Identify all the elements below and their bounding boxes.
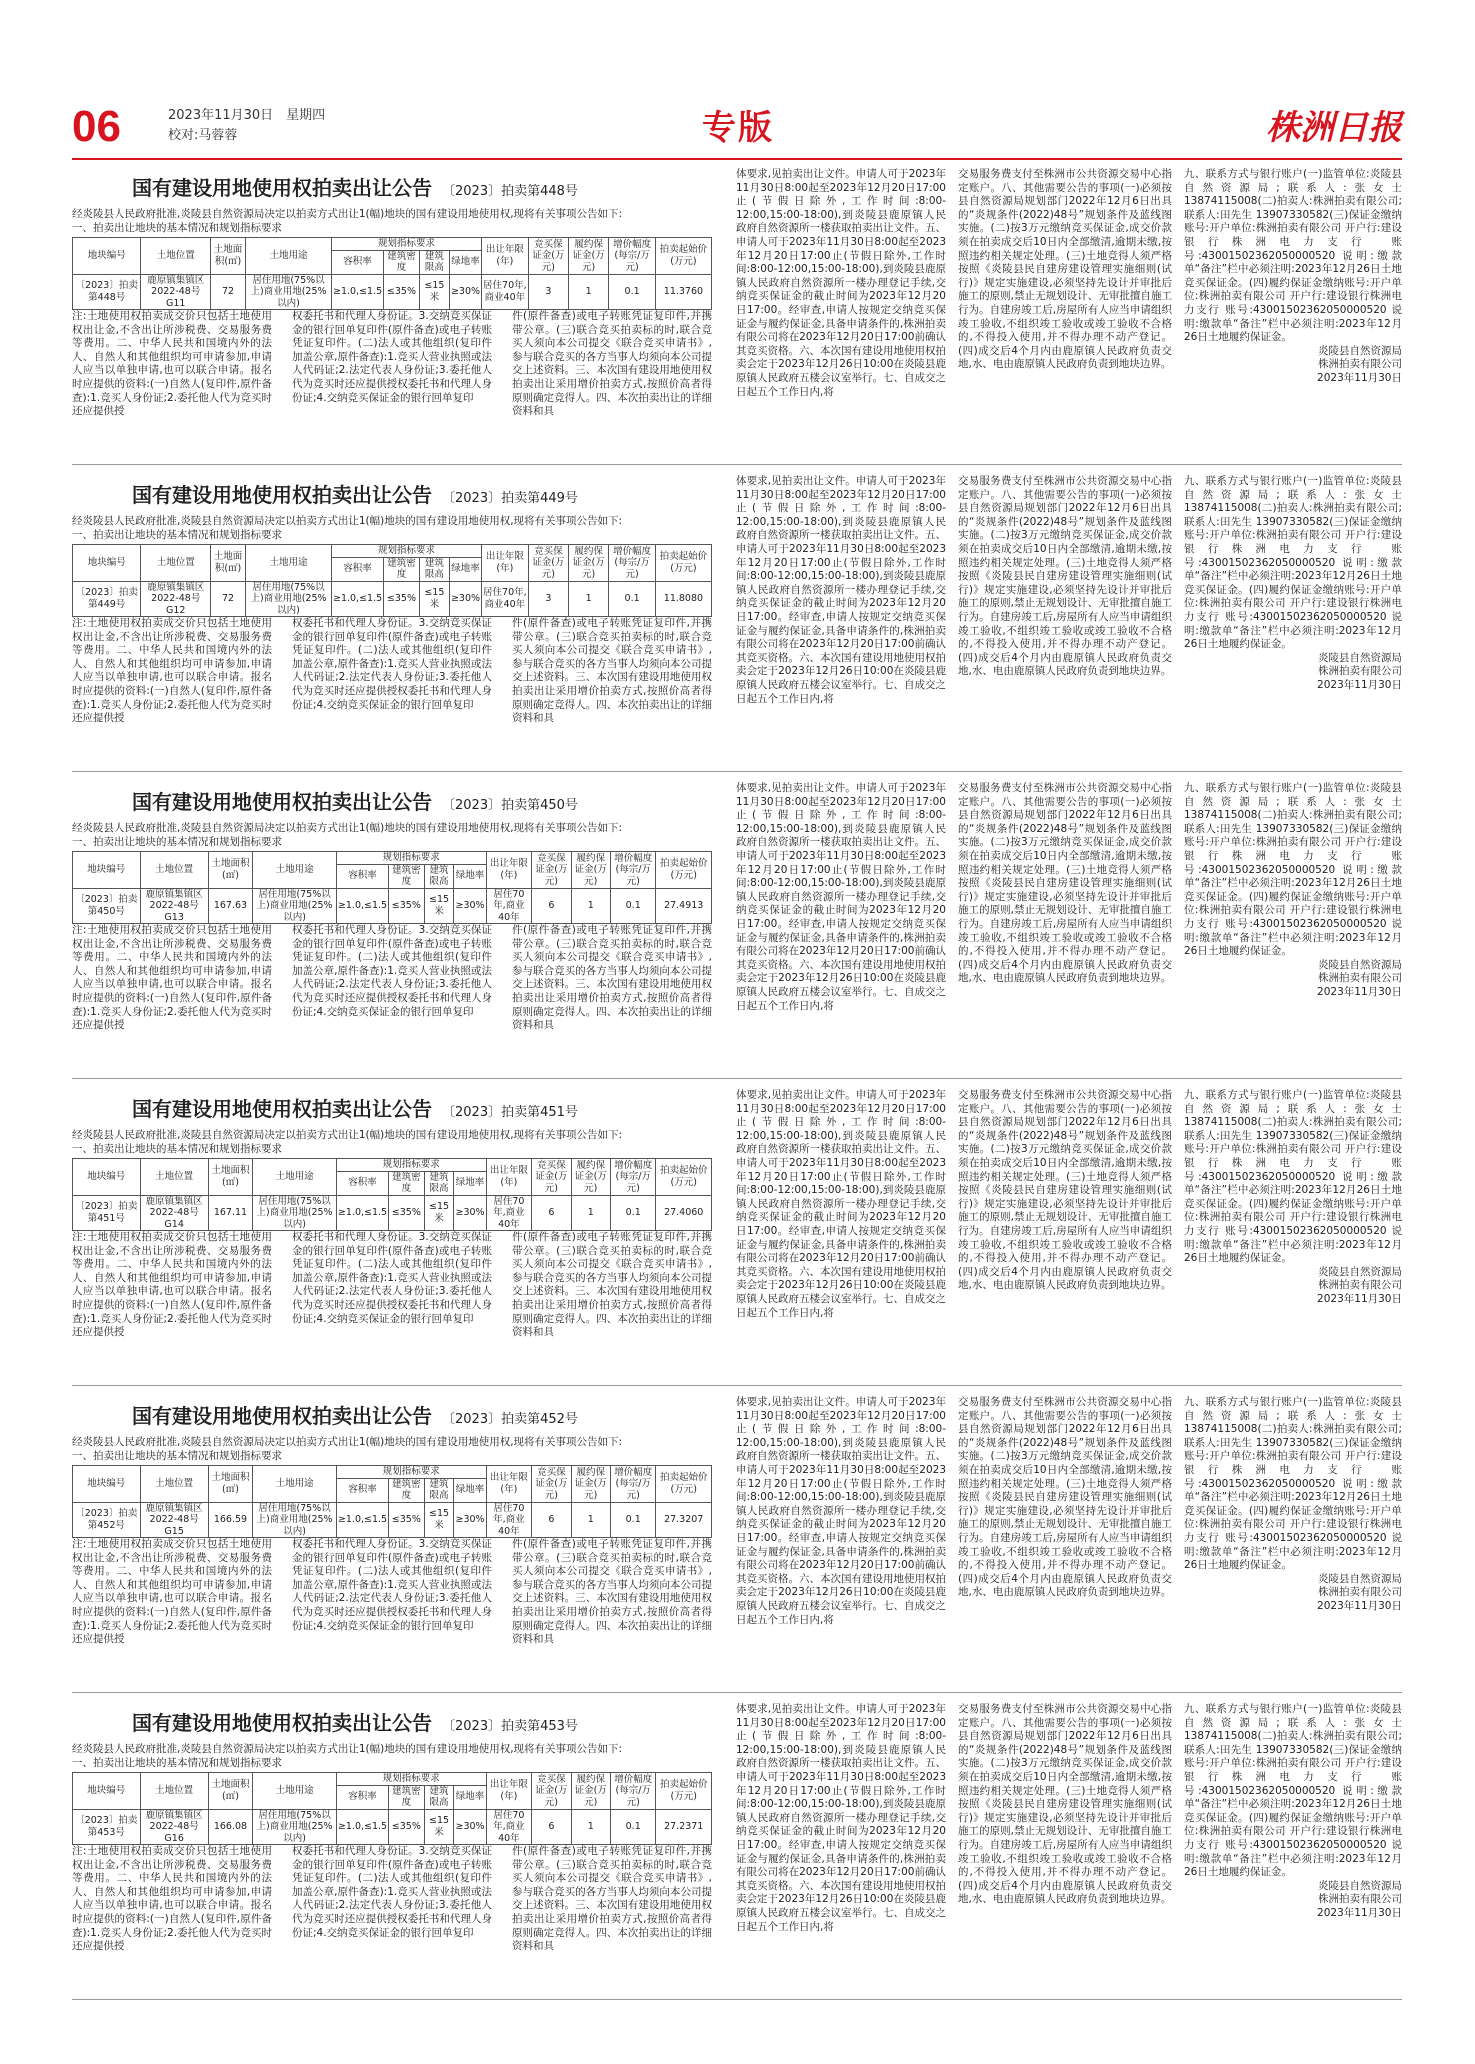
contact-column bbox=[1184, 1089, 1402, 1381]
section-name: 专版 bbox=[702, 108, 774, 148]
cell-use: 居住用地(75%以上)商业用地(25%以内) bbox=[246, 274, 332, 310]
cell-perf-deposit: 1 bbox=[571, 1195, 610, 1231]
cell-term: 居住70年,商业40年 bbox=[486, 1195, 532, 1231]
th-use: 土地用途 bbox=[246, 238, 332, 275]
cell-density: ≤35% bbox=[389, 1195, 424, 1231]
cell-height: ≤15米 bbox=[424, 888, 454, 924]
cell-use: 居住用地(75%以上)商业用地(25%以内) bbox=[253, 1809, 337, 1845]
land-table bbox=[72, 237, 712, 310]
th-location: 土地位置 bbox=[140, 1159, 208, 1196]
th-green: 绿地率 bbox=[454, 1785, 486, 1809]
body-text-4: 体要求,见拍卖出让文件。申请人可于2023年11月30日8:00起至2023年12月20日17:00止(节假日除外,工作时间:8:00-12:00,15:00-18:00),到炎陵县鹿原镇人民政府自然资源所一楼获取拍卖出让文件。五、申请人可于2023年11月30日8:00起至2023年12月20日17:00止(节假日除外,工作时间:8:00-12:00,15:00-18:00),到炎陵县鹿原镇人民政府自然资源所一楼办理登记手续,交纳竞买保证金的截止时间为2023年12月20日17:00。经审查,申请人按规定交纳竞买保证金与履约保证金,具备申请条件的,株洲拍卖有限公司将在2023年12月20日17:00前确认其竞买资格。六、本次国有建设用地使用权拍卖会定于2023年12月26日10:00在炎陵县鹿原镇人民政府五楼会议室举行。七、自成交之日起五个工作日内,将 bbox=[736, 1396, 946, 1626]
th-deposit: 竞买保证金(万元) bbox=[532, 1466, 571, 1503]
th-green: 绿地率 bbox=[454, 1171, 486, 1195]
notice-title bbox=[132, 1402, 712, 1434]
cell-area: 72 bbox=[211, 581, 246, 617]
table-row bbox=[73, 581, 712, 617]
th-planning: 规划指标要求 bbox=[331, 545, 481, 558]
auction-notice bbox=[72, 475, 1402, 772]
th-far: 容积率 bbox=[336, 1478, 388, 1502]
land-table bbox=[72, 1158, 712, 1231]
notice-intro: 经炎陵县人民政府批准,炎陵县自然资源局决定以拍卖方式出让1(幅)地块的国有建设用地使用权,现将有关事项公告如下: bbox=[72, 1743, 623, 1755]
th-term: 出让年限(年) bbox=[486, 1159, 532, 1196]
cell-location: 鹿原镇集镇区2022-48号G11 bbox=[141, 274, 211, 310]
table-header-row bbox=[73, 1773, 712, 1786]
cell-term: 居住70年,商业40年 bbox=[486, 888, 532, 924]
contact-text: 九、联系方式与银行账户(一)监管单位:炎陵县自然资源局;联系人:张女士 13874115008(二)拍卖人:株洲拍卖有限公司;联系人:田先生 13907330582(三)保证金缴纳账号:开户单位:株洲拍卖有限公司 开户行:建设银行株洲电力支行 账号:43001502362050000520 说明:缴款单“备注”栏中必须注明:2023年12月26日土地竞买保证金。(四)履约保证金缴纳账号:开户单位:株洲拍卖有限公司 开户行:建设银行株洲电力支行 账号:43001502362050000520 说明:缴款单“备注”栏中必须注明:2023年12月26日土地履约保证金。 bbox=[1184, 168, 1402, 344]
th-plot-no: 地块编号 bbox=[73, 852, 141, 889]
cell-density: ≤35% bbox=[384, 274, 420, 310]
contact-text: 九、联系方式与银行账户(一)监管单位:炎陵县自然资源局;联系人:张女士 13874115008(二)拍卖人:株洲拍卖有限公司;联系人:田先生 13907330582(三)保证金缴纳账号:开户单位:株洲拍卖有限公司 开户行:建设银行株洲电力支行 账号:43001502362050000520 说明:缴款单“备注”栏中必须注明:2023年12月26日土地竞买保证金。(四)履约保证金缴纳账号:开户单位:株洲拍卖有限公司 开户行:建设银行株洲电力支行 账号:43001502362050000520 说明:缴款单“备注”栏中必须注明:2023年12月26日土地履约保证金。 bbox=[1184, 1089, 1402, 1265]
body-text-2: 权委托书和代理人身份证。3.交纳竞买保证金的银行回单复印件(原件备查)或电子转账凭证复印件。(二)法人或其他组织(复印件加盖公章,原件备查):1.竞买人营业执照或法人代码证;2.法定代表人身份证;3.委托他人代为竞买时还应提供授权委托书和代理人身份证;4.交纳竞买保证金的银行回单复印 bbox=[292, 1845, 492, 1939]
body-text-1: 注:土地使用权拍卖成交价只包括土地使用权出让金,不含出让所涉税费、交易服务费等费用。二、中华人民共和国境内外的法人、自然人和其他组织均可申请参加,申请人应当以单独申请,也可以联合申请。报名时应提供的资料:(一)自然人(复印件,原件备查):1.竞买人身份证;2.委托他人代为竞买时还应提供授 bbox=[72, 617, 272, 725]
cell-area: 167.11 bbox=[208, 1195, 253, 1231]
cell-green: ≥30% bbox=[454, 1502, 486, 1538]
th-green: 绿地率 bbox=[454, 1478, 486, 1502]
body-text-3: 件(原件备查)或电子转账凭证复印件,并携带公章。(三)联合竞买拍卖标的时,联合竞买人须向本公司提交《联合竞买申请书》,参与联合竞买的各方当事人均须向本公司提交上述资料。三、本次国有建设用地使用权拍卖出让采用增价拍卖方式,按照价高者得原则确定竞得人。四、本次拍卖出让的详细资料和具 bbox=[512, 1231, 712, 1339]
table-header-row bbox=[73, 545, 712, 558]
cell-green: ≥30% bbox=[454, 1195, 486, 1231]
body-text-4: 体要求,见拍卖出让文件。申请人可于2023年11月30日8:00起至2023年12月20日17:00止(节假日除外,工作时间:8:00-12:00,15:00-18:00),到炎陵县鹿原镇人民政府自然资源所一楼获取拍卖出让文件。五、申请人可于2023年11月30日8:00起至2023年12月20日17:00止(节假日除外,工作时间:8:00-12:00,15:00-18:00),到炎陵县鹿原镇人民政府自然资源所一楼办理登记手续,交纳竞买保证金的截止时间为2023年12月20日17:00。经审查,申请人按规定交纳竞买保证金与履约保证金,具备申请条件的,株洲拍卖有限公司将在2023年12月20日17:00前确认其竞买资格。六、本次国有建设用地使用权拍卖会定于2023年12月26日10:00在炎陵县鹿原镇人民政府五楼会议室举行。七、自成交之日起五个工作日内,将 bbox=[736, 168, 946, 398]
signature-org2: 株洲拍卖有限公司 bbox=[1318, 665, 1402, 678]
contact-text: 九、联系方式与银行账户(一)监管单位:炎陵县自然资源局;联系人:张女士 13874115008(二)拍卖人:株洲拍卖有限公司;联系人:田先生 13907330582(三)保证金缴纳账号:开户单位:株洲拍卖有限公司 开户行:建设银行株洲电力支行 账号:43001502362050000520 说明:缴款单“备注”栏中必须注明:2023年12月26日土地竞买保证金。(四)履约保证金缴纳账号:开户单位:株洲拍卖有限公司 开户行:建设银行株洲电力支行 账号:43001502362050000520 说明:缴款单“备注”栏中必须注明:2023年12月26日土地履约保证金。 bbox=[1184, 475, 1402, 651]
land-table bbox=[72, 851, 712, 924]
th-increment: 增价幅度(每宗/万元) bbox=[610, 1773, 655, 1810]
cell-location: 鹿原镇集镇区2022-48号G16 bbox=[140, 1809, 208, 1845]
cell-area: 167.63 bbox=[208, 888, 253, 924]
cell-start-price: 11.8080 bbox=[655, 581, 711, 617]
th-far: 容积率 bbox=[336, 1171, 388, 1195]
cell-term: 居住70年,商业40年 bbox=[486, 1502, 532, 1538]
signature-org1: 炎陵县自然资源局 bbox=[1318, 1572, 1402, 1585]
signature-org1: 炎陵县自然资源局 bbox=[1318, 1879, 1402, 1892]
th-far: 容积率 bbox=[331, 557, 383, 581]
th-planning: 规划指标要求 bbox=[336, 1466, 486, 1479]
contact-column bbox=[1184, 475, 1402, 767]
th-deposit: 竞买保证金(万元) bbox=[532, 1773, 571, 1810]
body-text-4: 体要求,见拍卖出让文件。申请人可于2023年11月30日8:00起至2023年12月20日17:00止(节假日除外,工作时间:8:00-12:00,15:00-18:00),到炎陵县鹿原镇人民政府自然资源所一楼获取拍卖出让文件。五、申请人可于2023年11月30日8:00起至2023年12月20日17:00止(节假日除外,工作时间:8:00-12:00,15:00-18:00),到炎陵县鹿原镇人民政府自然资源所一楼办理登记手续,交纳竞买保证金的截止时间为2023年12月20日17:00。经审查,申请人按规定交纳竞买保证金与履约保证金,具备申请条件的,株洲拍卖有限公司将在2023年12月20日17:00前确认其竞买资格。六、本次国有建设用地使用权拍卖会定于2023年12月26日10:00在炎陵县鹿原镇人民政府五楼会议室举行。七、自成交之日起五个工作日内,将 bbox=[736, 1089, 946, 1319]
notice-number: 〔2023〕拍卖第450号 bbox=[442, 798, 578, 813]
notice-section-heading: 一、拍卖出让地块的基本情况和规划指标要求 bbox=[72, 1756, 282, 1769]
notice-title-text: 国有建设用地使用权拍卖出让公告 bbox=[132, 483, 432, 507]
body-text-2: 权委托书和代理人身份证。3.交纳竞买保证金的银行回单复印件(原件备查)或电子转账凭证复印件。(二)法人或其他组织(复印件加盖公章,原件备查):1.竞买人营业执照或法人代码证;2.法定代表人身份证;3.委托他人代为竞买时还应提供授权委托书和代理人身份证;4.交纳竞买保证金的银行回单复印 bbox=[292, 924, 492, 1018]
notice-main-column bbox=[72, 1089, 712, 1381]
th-far: 容积率 bbox=[336, 1785, 388, 1809]
cell-density: ≤35% bbox=[384, 581, 420, 617]
cell-plot-no: 〔2023〕拍卖第448号 bbox=[73, 274, 141, 310]
notice-intro: 经炎陵县人民政府批准,炎陵县自然资源局决定以拍卖方式出让1(幅)地块的国有建设用地使用权,现将有关事项公告如下: bbox=[72, 515, 623, 527]
cell-perf-deposit: 1 bbox=[571, 1502, 610, 1538]
cell-deposit: 6 bbox=[532, 888, 571, 924]
cell-far: ≥1.0,≤1.5 bbox=[331, 581, 383, 617]
contact-text: 九、联系方式与银行账户(一)监管单位:炎陵县自然资源局;联系人:张女士 13874115008(二)拍卖人:株洲拍卖有限公司;联系人:田先生 13907330582(三)保证金缴纳账号:开户单位:株洲拍卖有限公司 开户行:建设银行株洲电力支行 账号:43001502362050000520 说明:缴款单“备注”栏中必须注明:2023年12月26日土地竞买保证金。(四)履约保证金缴纳账号:开户单位:株洲拍卖有限公司 开户行:建设银行株洲电力支行 账号:43001502362050000520 说明:缴款单“备注”栏中必须注明:2023年12月26日土地履约保证金。 bbox=[1184, 1703, 1402, 1879]
cell-start-price: 27.4060 bbox=[656, 1195, 712, 1231]
th-green: 绿地率 bbox=[449, 250, 481, 274]
signature-org2: 株洲拍卖有限公司 bbox=[1318, 972, 1402, 985]
body-text-5: 交易服务费支付至株洲市公共资源交易中心指定账户。八、其他需要公告的事项(一)必须按县自然资源局规划部门2022年12月6日出具的“炎规条件(2022)48号”规划条件及蓝线图实施。(二)按3万元缴纳竞买保证金,成交价款须在拍卖成交后10日内全部缴清,逾期未缴,按照违约相关规定处理。(三)土地竞得人须严格按照《炎陵县民自建房建设管理实施细则(试行)》规定实施建设,必须坚持先设计并审批后施工的原则,禁止无规划设计、无审批擅自施工行为。自建房竣工后,房屋所有人应当申请组织竣工验收,不组织竣工验收或竣工验收不合格的,不得投入使用,并不得办理不动产登记。(四)成交后4个月内由鹿原镇人民政府负责交地,水、电由鹿原镇人民政府负责到地块边界。 bbox=[958, 782, 1172, 985]
signature-date: 2023年11月30日 bbox=[1317, 1906, 1402, 1919]
cell-start-price: 27.4913 bbox=[656, 888, 712, 924]
th-use: 土地用途 bbox=[253, 1159, 337, 1196]
th-location: 土地位置 bbox=[140, 1466, 208, 1503]
th-start-price: 拍卖起始价(万元) bbox=[655, 545, 711, 582]
cell-green: ≥30% bbox=[449, 581, 481, 617]
signature-org2: 株洲拍卖有限公司 bbox=[1318, 358, 1402, 371]
body-text-5: 交易服务费支付至株洲市公共资源交易中心指定账户。八、其他需要公告的事项(一)必须按县自然资源局规划部门2022年12月6日出具的“炎规条件(2022)48号”规划条件及蓝线图实施。(二)按3万元缴纳竞买保证金,成交价款须在拍卖成交后10日内全部缴清,逾期未缴,按照违约相关规定处理。(三)土地竞得人须严格按照《炎陵县民自建房建设管理实施细则(试行)》规定实施建设,必须坚持先设计并审批后施工的原则,禁止无规划设计、无审批擅自施工行为。自建房竣工后,房屋所有人应当申请组织竣工验收,不组织竣工验收或竣工验收不合格的,不得投入使用,并不得办理不动产登记。(四)成交后4个月内由鹿原镇人民政府负责交地,水、电由鹿原镇人民政府负责到地块边界。 bbox=[958, 1089, 1172, 1292]
cell-use: 居住用地(75%以上)商业用地(25%以内) bbox=[253, 1502, 337, 1538]
notice-body-columns bbox=[72, 924, 712, 1074]
notice-section-heading: 一、拍卖出让地块的基本情况和规划指标要求 bbox=[72, 528, 282, 541]
contact-column bbox=[1184, 782, 1402, 1074]
masthead bbox=[72, 100, 1402, 156]
body-text-4: 体要求,见拍卖出让文件。申请人可于2023年11月30日8:00起至2023年12月20日17:00止(节假日除外,工作时间:8:00-12:00,15:00-18:00),到炎陵县鹿原镇人民政府自然资源所一楼获取拍卖出让文件。五、申请人可于2023年11月30日8:00起至2023年12月20日17:00止(节假日除外,工作时间:8:00-12:00,15:00-18:00),到炎陵县鹿原镇人民政府自然资源所一楼办理登记手续,交纳竞买保证金的截止时间为2023年12月20日17:00。经审查,申请人按规定交纳竞买保证金与履约保证金,具备申请条件的,株洲拍卖有限公司将在2023年12月20日17:00前确认其竞买资格。六、本次国有建设用地使用权拍卖会定于2023年12月26日10:00在炎陵县鹿原镇人民政府五楼会议室举行。七、自成交之日起五个工作日内,将 bbox=[736, 782, 946, 1012]
signature-date: 2023年11月30日 bbox=[1317, 678, 1402, 691]
notice-intro: 经炎陵县人民政府批准,炎陵县自然资源局决定以拍卖方式出让1(幅)地块的国有建设用地使用权,现将有关事项公告如下: bbox=[72, 1129, 623, 1141]
table-header-row bbox=[73, 1159, 712, 1172]
cell-area: 72 bbox=[211, 274, 246, 310]
cell-green: ≥30% bbox=[449, 274, 481, 310]
land-table bbox=[72, 544, 712, 617]
newspaper-logo: 株洲日报 bbox=[1266, 108, 1402, 148]
th-green: 绿地率 bbox=[454, 864, 486, 888]
notice-body-columns bbox=[72, 310, 712, 460]
cell-green: ≥30% bbox=[454, 1809, 486, 1845]
th-height: 建筑限高 bbox=[424, 1171, 454, 1195]
cell-increment: 0.1 bbox=[610, 1195, 655, 1231]
notice-intro: 经炎陵县人民政府批准,炎陵县自然资源局决定以拍卖方式出让1(幅)地块的国有建设用地使用权,现将有关事项公告如下: bbox=[72, 208, 623, 220]
th-planning: 规划指标要求 bbox=[336, 1159, 486, 1172]
notice-number: 〔2023〕拍卖第451号 bbox=[442, 1105, 578, 1120]
body-text-2: 权委托书和代理人身份证。3.交纳竞买保证金的银行回单复印件(原件备查)或电子转账凭证复印件。(二)法人或其他组织(复印件加盖公章,原件备查):1.竞买人营业执照或法人代码证;2.法定代表人身份证;3.委托他人代为竞买时还应提供授权委托书和代理人身份证;4.交纳竞买保证金的银行回单复印 bbox=[292, 617, 492, 711]
th-planning: 规划指标要求 bbox=[336, 852, 486, 865]
th-plot-no: 地块编号 bbox=[73, 1466, 141, 1503]
th-area: 土地面积(㎡) bbox=[211, 238, 246, 275]
table-row bbox=[73, 888, 712, 924]
notice-section-heading: 一、拍卖出让地块的基本情况和规划指标要求 bbox=[72, 1449, 282, 1462]
cell-density: ≤35% bbox=[389, 1809, 424, 1845]
th-start-price: 拍卖起始价(万元) bbox=[656, 1773, 712, 1810]
cell-area: 166.59 bbox=[208, 1502, 253, 1538]
cell-start-price: 11.3760 bbox=[655, 274, 711, 310]
cell-density: ≤35% bbox=[389, 1502, 424, 1538]
body-text-4: 体要求,见拍卖出让文件。申请人可于2023年11月30日8:00起至2023年12月20日17:00止(节假日除外,工作时间:8:00-12:00,15:00-18:00),到炎陵县鹿原镇人民政府自然资源所一楼获取拍卖出让文件。五、申请人可于2023年11月30日8:00起至2023年12月20日17:00止(节假日除外,工作时间:8:00-12:00,15:00-18:00),到炎陵县鹿原镇人民政府自然资源所一楼办理登记手续,交纳竞买保证金的截止时间为2023年12月20日17:00。经审查,申请人按规定交纳竞买保证金与履约保证金,具备申请条件的,株洲拍卖有限公司将在2023年12月20日17:00前确认其竞买资格。六、本次国有建设用地使用权拍卖会定于2023年12月26日10:00在炎陵县鹿原镇人民政府五楼会议室举行。七、自成交之日起五个工作日内,将 bbox=[736, 475, 946, 705]
th-deposit: 竞买保证金(万元) bbox=[532, 1159, 571, 1196]
cell-increment: 0.1 bbox=[609, 274, 656, 310]
cell-deposit: 3 bbox=[528, 581, 568, 617]
th-far: 容积率 bbox=[336, 864, 388, 888]
cell-height: ≤15米 bbox=[419, 274, 449, 310]
cell-height: ≤15米 bbox=[424, 1809, 454, 1845]
body-text-3: 件(原件备查)或电子转账凭证复印件,并携带公章。(三)联合竞买拍卖标的时,联合竞买人须向本公司提交《联合竞买申请书》,参与联合竞买的各方当事人均须向本公司提交上述资料。三、本次国有建设用地使用权拍卖出让采用增价拍卖方式,按照价高者得原则确定竞得人。四、本次拍卖出让的详细资料和具 bbox=[512, 924, 712, 1032]
cell-plot-no: 〔2023〕拍卖第452号 bbox=[73, 1502, 141, 1538]
th-deposit: 竞买保证金(万元) bbox=[528, 238, 568, 275]
body-text-1: 注:土地使用权拍卖成交价只包括土地使用权出让金,不含出让所涉税费、交易服务费等费用。二、中华人民共和国境内外的法人、自然人和其他组织均可申请参加,申请人应当以单独申请,也可以联合申请。报名时应提供的资料:(一)自然人(复印件,原件备查):1.竞买人身份证;2.委托他人代为竞买时还应提供授 bbox=[72, 1231, 272, 1339]
notice-title-text: 国有建设用地使用权拍卖出让公告 bbox=[132, 176, 432, 200]
th-use: 土地用途 bbox=[253, 852, 337, 889]
header-meta bbox=[168, 106, 325, 146]
cell-density: ≤35% bbox=[389, 888, 424, 924]
cell-plot-no: 〔2023〕拍卖第453号 bbox=[73, 1809, 141, 1845]
th-height: 建筑限高 bbox=[424, 1785, 454, 1809]
cell-increment: 0.1 bbox=[609, 581, 656, 617]
notice-title bbox=[132, 1095, 712, 1127]
th-term: 出让年限(年) bbox=[482, 238, 529, 275]
notice-body-columns bbox=[72, 1231, 712, 1381]
th-perf-deposit: 履约保证金(万元) bbox=[571, 1466, 610, 1503]
th-start-price: 拍卖起始价(万元) bbox=[655, 238, 711, 275]
auction-notice bbox=[72, 1703, 1402, 2000]
th-perf-deposit: 履约保证金(万元) bbox=[571, 852, 610, 889]
th-area: 土地面积(㎡) bbox=[211, 545, 246, 582]
signature-org2: 株洲拍卖有限公司 bbox=[1318, 1586, 1402, 1599]
cell-start-price: 27.2371 bbox=[656, 1809, 712, 1845]
cell-perf-deposit: 1 bbox=[571, 888, 610, 924]
contact-text: 九、联系方式与银行账户(一)监管单位:炎陵县自然资源局;联系人:张女士 13874115008(二)拍卖人:株洲拍卖有限公司;联系人:田先生 13907330582(三)保证金缴纳账号:开户单位:株洲拍卖有限公司 开户行:建设银行株洲电力支行 账号:43001502362050000520 说明:缴款单“备注”栏中必须注明:2023年12月26日土地竞买保证金。(四)履约保证金缴纳账号:开户单位:株洲拍卖有限公司 开户行:建设银行株洲电力支行 账号:43001502362050000520 说明:缴款单“备注”栏中必须注明:2023年12月26日土地履约保证金。 bbox=[1184, 1396, 1402, 1572]
th-increment: 增价幅度(每宗/万元) bbox=[610, 1466, 655, 1503]
signature-date: 2023年11月30日 bbox=[1317, 985, 1402, 998]
auction-notice bbox=[72, 1396, 1402, 1693]
notice-title-text: 国有建设用地使用权拍卖出让公告 bbox=[132, 1097, 432, 1121]
th-density: 建筑密度 bbox=[389, 864, 424, 888]
notice-intro: 经炎陵县人民政府批准,炎陵县自然资源局决定以拍卖方式出让1(幅)地块的国有建设用地使用权,现将有关事项公告如下: bbox=[72, 822, 623, 834]
cell-deposit: 6 bbox=[532, 1502, 571, 1538]
table-header-row bbox=[73, 238, 712, 251]
notice-section-heading: 一、拍卖出让地块的基本情况和规划指标要求 bbox=[72, 1142, 282, 1155]
body-text-5: 交易服务费支付至株洲市公共资源交易中心指定账户。八、其他需要公告的事项(一)必须按县自然资源局规划部门2022年12月6日出具的“炎规条件(2022)48号”规划条件及蓝线图实施。(二)按3万元缴纳竞买保证金,成交价款须在拍卖成交后10日内全部缴清,逾期未缴,按照违约相关规定处理。(三)土地竞得人须严格按照《炎陵县民自建房建设管理实施细则(试行)》规定实施建设,必须坚持先设计并审批后施工的原则,禁止无规划设计、无审批擅自施工行为。自建房竣工后,房屋所有人应当申请组织竣工验收,不组织竣工验收或竣工验收不合格的,不得投入使用,并不得办理不动产登记。(四)成交后4个月内由鹿原镇人民政府负责交地,水、电由鹿原镇人民政府负责到地块边界。 bbox=[958, 1703, 1172, 1906]
th-perf-deposit: 履约保证金(万元) bbox=[569, 545, 609, 582]
cell-green: ≥30% bbox=[454, 888, 486, 924]
th-term: 出让年限(年) bbox=[482, 545, 529, 582]
body-text-2: 权委托书和代理人身份证。3.交纳竞买保证金的银行回单复印件(原件备查)或电子转账凭证复印件。(二)法人或其他组织(复印件加盖公章,原件备查):1.竞买人营业执照或法人代码证;2.法定代表人身份证;3.委托他人代为竞买时还应提供授权委托书和代理人身份证;4.交纳竞买保证金的银行回单复印 bbox=[292, 310, 492, 404]
th-far: 容积率 bbox=[331, 250, 383, 274]
body-text-3: 件(原件备查)或电子转账凭证复印件,并携带公章。(三)联合竞买拍卖标的时,联合竞买人须向本公司提交《联合竞买申请书》,参与联合竞买的各方当事人均须向本公司提交上述资料。三、本次国有建设用地使用权拍卖出让采用增价拍卖方式,按照价高者得原则确定竞得人。四、本次拍卖出让的详细资料和具 bbox=[512, 310, 712, 418]
signature-date: 2023年11月30日 bbox=[1317, 1292, 1402, 1305]
notice-title bbox=[132, 481, 712, 513]
th-term: 出让年限(年) bbox=[486, 1773, 532, 1810]
cell-far: ≥1.0,≤1.5 bbox=[336, 1809, 388, 1845]
th-plot-no: 地块编号 bbox=[73, 1773, 141, 1810]
th-increment: 增价幅度(每宗/万元) bbox=[609, 238, 656, 275]
date-line: 2023年11月30日 星期四 bbox=[168, 108, 326, 123]
notice-section-heading: 一、拍卖出让地块的基本情况和规划指标要求 bbox=[72, 221, 282, 234]
cell-perf-deposit: 1 bbox=[569, 274, 609, 310]
signature-date: 2023年11月30日 bbox=[1317, 1599, 1402, 1612]
body-text-4: 体要求,见拍卖出让文件。申请人可于2023年11月30日8:00起至2023年12月20日17:00止(节假日除外,工作时间:8:00-12:00,15:00-18:00),到炎陵县鹿原镇人民政府自然资源所一楼获取拍卖出让文件。五、申请人可于2023年11月30日8:00起至2023年12月20日17:00止(节假日除外,工作时间:8:00-12:00,15:00-18:00),到炎陵县鹿原镇人民政府自然资源所一楼办理登记手续,交纳竞买保证金的截止时间为2023年12月20日17:00。经审查,申请人按规定交纳竞买保证金与履约保证金,具备申请条件的,株洲拍卖有限公司将在2023年12月20日17:00前确认其竞买资格。六、本次国有建设用地使用权拍卖会定于2023年12月26日10:00在炎陵县鹿原镇人民政府五楼会议室举行。七、自成交之日起五个工作日内,将 bbox=[736, 1703, 946, 1933]
th-planning: 规划指标要求 bbox=[331, 238, 481, 251]
auction-notice bbox=[72, 782, 1402, 1079]
cell-deposit: 3 bbox=[528, 274, 568, 310]
notice-main-column bbox=[72, 1396, 712, 1688]
th-area: 土地面积(㎡) bbox=[208, 1159, 253, 1196]
th-location: 土地位置 bbox=[140, 1773, 208, 1810]
th-location: 土地位置 bbox=[141, 545, 211, 582]
land-table bbox=[72, 1772, 712, 1845]
notice-body-columns bbox=[72, 1845, 712, 1995]
notice-number: 〔2023〕拍卖第448号 bbox=[442, 184, 578, 199]
cell-far: ≥1.0,≤1.5 bbox=[331, 274, 383, 310]
body-text-1: 注:土地使用权拍卖成交价只包括土地使用权出让金,不含出让所涉税费、交易服务费等费用。二、中华人民共和国境内外的法人、自然人和其他组织均可申请参加,申请人应当以单独申请,也可以联合申请。报名时应提供的资料:(一)自然人(复印件,原件备查):1.竞买人身份证;2.委托他人代为竞买时还应提供授 bbox=[72, 1845, 272, 1953]
table-header-row bbox=[73, 852, 712, 865]
cell-perf-deposit: 1 bbox=[571, 1809, 610, 1845]
signature-org1: 炎陵县自然资源局 bbox=[1318, 958, 1402, 971]
th-perf-deposit: 履约保证金(万元) bbox=[571, 1159, 610, 1196]
cell-far: ≥1.0,≤1.5 bbox=[336, 888, 388, 924]
th-plot-no: 地块编号 bbox=[73, 238, 141, 275]
th-increment: 增价幅度(每宗/万元) bbox=[609, 545, 656, 582]
th-green: 绿地率 bbox=[449, 557, 481, 581]
th-deposit: 竞买保证金(万元) bbox=[528, 545, 568, 582]
table-row bbox=[73, 1195, 712, 1231]
cell-plot-no: 〔2023〕拍卖第450号 bbox=[73, 888, 141, 924]
notice-section-heading: 一、拍卖出让地块的基本情况和规划指标要求 bbox=[72, 835, 282, 848]
notice-main-column bbox=[72, 168, 712, 460]
cell-height: ≤15米 bbox=[419, 581, 449, 617]
cell-use: 居住用地(75%以上)商业用地(25%以内) bbox=[246, 581, 332, 617]
body-text-3: 件(原件备查)或电子转账凭证复印件,并携带公章。(三)联合竞买拍卖标的时,联合竞买人须向本公司提交《联合竞买申请书》,参与联合竞买的各方当事人均须向本公司提交上述资料。三、本次国有建设用地使用权拍卖出让采用增价拍卖方式,按照价高者得原则确定竞得人。四、本次拍卖出让的详细资料和具 bbox=[512, 1845, 712, 1953]
th-density: 建筑密度 bbox=[389, 1478, 424, 1502]
notice-title bbox=[132, 174, 712, 206]
notice-body-columns bbox=[72, 617, 712, 767]
notice-title-text: 国有建设用地使用权拍卖出让公告 bbox=[132, 1711, 432, 1735]
cell-height: ≤15米 bbox=[424, 1195, 454, 1231]
cell-term: 居住70年,商业40年 bbox=[482, 581, 529, 617]
table-header-row bbox=[73, 1466, 712, 1479]
cell-increment: 0.1 bbox=[610, 1809, 655, 1845]
cell-use: 居住用地(75%以上)商业用地(25%以内) bbox=[253, 888, 337, 924]
body-text-1: 注:土地使用权拍卖成交价只包括土地使用权出让金,不含出让所涉税费、交易服务费等费用。二、中华人民共和国境内外的法人、自然人和其他组织均可申请参加,申请人应当以单独申请,也可以联合申请。报名时应提供的资料:(一)自然人(复印件,原件备查):1.竞买人身份证;2.委托他人代为竞买时还应提供授 bbox=[72, 1538, 272, 1646]
notice-intro: 经炎陵县人民政府批准,炎陵县自然资源局决定以拍卖方式出让1(幅)地块的国有建设用地使用权,现将有关事项公告如下: bbox=[72, 1436, 623, 1448]
contact-column bbox=[1184, 1396, 1402, 1688]
body-text-5: 交易服务费支付至株洲市公共资源交易中心指定账户。八、其他需要公告的事项(一)必须按县自然资源局规划部门2022年12月6日出具的“炎规条件(2022)48号”规划条件及蓝线图实施。(二)按3万元缴纳竞买保证金,成交价款须在拍卖成交后10日内全部缴清,逾期未缴,按照违约相关规定处理。(三)土地竞得人须严格按照《炎陵县民自建房建设管理实施细则(试行)》规定实施建设,必须坚持先设计并审批后施工的原则,禁止无规划设计、无审批擅自施工行为。自建房竣工后,房屋所有人应当申请组织竣工验收,不组织竣工验收或竣工验收不合格的,不得投入使用,并不得办理不动产登记。(四)成交后4个月内由鹿原镇人民政府负责交地,水、电由鹿原镇人民政府负责到地块边界。 bbox=[958, 475, 1172, 678]
cell-plot-no: 〔2023〕拍卖第449号 bbox=[73, 581, 141, 617]
cell-far: ≥1.0,≤1.5 bbox=[336, 1195, 388, 1231]
body-text-1: 注:土地使用权拍卖成交价只包括土地使用权出让金,不含出让所涉税费、交易服务费等费用。二、中华人民共和国境内外的法人、自然人和其他组织均可申请参加,申请人应当以单独申请,也可以联合申请。报名时应提供的资料:(一)自然人(复印件,原件备查):1.竞买人身份证;2.委托他人代为竞买时还应提供授 bbox=[72, 924, 272, 1032]
cell-increment: 0.1 bbox=[610, 888, 655, 924]
th-density: 建筑密度 bbox=[384, 250, 420, 274]
cell-deposit: 6 bbox=[532, 1195, 571, 1231]
th-start-price: 拍卖起始价(万元) bbox=[656, 1159, 712, 1196]
th-use: 土地用途 bbox=[246, 545, 332, 582]
th-deposit: 竞买保证金(万元) bbox=[532, 852, 571, 889]
notice-number: 〔2023〕拍卖第453号 bbox=[442, 1719, 578, 1734]
notice-number: 〔2023〕拍卖第452号 bbox=[442, 1412, 578, 1427]
notice-title bbox=[132, 1709, 712, 1741]
body-text-2: 权委托书和代理人身份证。3.交纳竞买保证金的银行回单复印件(原件备查)或电子转账凭证复印件。(二)法人或其他组织(复印件加盖公章,原件备查):1.竞买人营业执照或法人代码证;2.法定代表人身份证;3.委托他人代为竞买时还应提供授权委托书和代理人身份证;4.交纳竞买保证金的银行回单复印 bbox=[292, 1231, 492, 1325]
contact-column bbox=[1184, 168, 1402, 460]
th-height: 建筑限高 bbox=[424, 1478, 454, 1502]
cell-term: 居住70年,商业40年 bbox=[486, 1809, 532, 1845]
signature-date: 2023年11月30日 bbox=[1317, 371, 1402, 384]
proofreader: 校对:马蓉蓉 bbox=[168, 128, 238, 143]
table-row bbox=[73, 1809, 712, 1845]
cell-start-price: 27.3207 bbox=[656, 1502, 712, 1538]
notice-body-columns bbox=[72, 1538, 712, 1688]
land-table bbox=[72, 1465, 712, 1538]
cell-use: 居住用地(75%以上)商业用地(25%以内) bbox=[253, 1195, 337, 1231]
th-perf-deposit: 履约保证金(万元) bbox=[569, 238, 609, 275]
contact-text: 九、联系方式与银行账户(一)监管单位:炎陵县自然资源局;联系人:张女士 13874115008(二)拍卖人:株洲拍卖有限公司;联系人:田先生 13907330582(三)保证金缴纳账号:开户单位:株洲拍卖有限公司 开户行:建设银行株洲电力支行 账号:43001502362050000520 说明:缴款单“备注”栏中必须注明:2023年12月26日土地竞买保证金。(四)履约保证金缴纳账号:开户单位:株洲拍卖有限公司 开户行:建设银行株洲电力支行 账号:43001502362050000520 说明:缴款单“备注”栏中必须注明:2023年12月26日土地履约保证金。 bbox=[1184, 782, 1402, 958]
th-increment: 增价幅度(每宗/万元) bbox=[610, 1159, 655, 1196]
th-height: 建筑限高 bbox=[424, 864, 454, 888]
cell-plot-no: 〔2023〕拍卖第451号 bbox=[73, 1195, 141, 1231]
header-rule bbox=[72, 158, 1402, 160]
body-text-3: 件(原件备查)或电子转账凭证复印件,并携带公章。(三)联合竞买拍卖标的时,联合竞买人须向本公司提交《联合竞买申请书》,参与联合竞买的各方当事人均须向本公司提交上述资料。三、本次国有建设用地使用权拍卖出让采用增价拍卖方式,按照价高者得原则确定竞得人。四、本次拍卖出让的详细资料和具 bbox=[512, 617, 712, 725]
th-location: 土地位置 bbox=[140, 852, 208, 889]
notice-title-text: 国有建设用地使用权拍卖出让公告 bbox=[132, 1404, 432, 1428]
cell-far: ≥1.0,≤1.5 bbox=[336, 1502, 388, 1538]
th-location: 土地位置 bbox=[141, 238, 211, 275]
th-area: 土地面积(㎡) bbox=[208, 1466, 253, 1503]
th-density: 建筑密度 bbox=[389, 1171, 424, 1195]
table-row bbox=[73, 1502, 712, 1538]
th-height: 建筑限高 bbox=[419, 250, 449, 274]
contact-column bbox=[1184, 1703, 1402, 1995]
th-plot-no: 地块编号 bbox=[73, 1159, 141, 1196]
cell-area: 166.08 bbox=[208, 1809, 253, 1845]
signature-org1: 炎陵县自然资源局 bbox=[1318, 344, 1402, 357]
notice-main-column bbox=[72, 1703, 712, 1995]
cell-deposit: 6 bbox=[532, 1809, 571, 1845]
auction-notice bbox=[72, 1089, 1402, 1386]
notice-main-column bbox=[72, 782, 712, 1074]
th-area: 土地面积(㎡) bbox=[208, 852, 253, 889]
notice-number: 〔2023〕拍卖第449号 bbox=[442, 491, 578, 506]
th-use: 土地用途 bbox=[253, 1466, 337, 1503]
cell-height: ≤15米 bbox=[424, 1502, 454, 1538]
body-text-5: 交易服务费支付至株洲市公共资源交易中心指定账户。八、其他需要公告的事项(一)必须按县自然资源局规划部门2022年12月6日出具的“炎规条件(2022)48号”规划条件及蓝线图实施。(二)按3万元缴纳竞买保证金,成交价款须在拍卖成交后10日内全部缴清,逾期未缴,按照违约相关规定处理。(三)土地竞得人须严格按照《炎陵县民自建房建设管理实施细则(试行)》规定实施建设,必须坚持先设计并审批后施工的原则,禁止无规划设计、无审批擅自施工行为。自建房竣工后,房屋所有人应当申请组织竣工验收,不组织竣工验收或竣工验收不合格的,不得投入使用,并不得办理不动产登记。(四)成交后4个月内由鹿原镇人民政府负责交地,水、电由鹿原镇人民政府负责到地块边界。 bbox=[958, 1396, 1172, 1599]
auction-notice bbox=[72, 168, 1402, 465]
notice-title-text: 国有建设用地使用权拍卖出让公告 bbox=[132, 790, 432, 814]
th-increment: 增价幅度(每宗/万元) bbox=[610, 852, 655, 889]
cell-term: 居住70年,商业40年 bbox=[482, 274, 529, 310]
cell-perf-deposit: 1 bbox=[569, 581, 609, 617]
cell-increment: 0.1 bbox=[610, 1502, 655, 1538]
signature-org1: 炎陵县自然资源局 bbox=[1318, 1265, 1402, 1278]
signature-org2: 株洲拍卖有限公司 bbox=[1318, 1893, 1402, 1906]
cell-location: 鹿原镇集镇区2022-48号G14 bbox=[140, 1195, 208, 1231]
page-number: 06 bbox=[72, 102, 121, 151]
signature-org2: 株洲拍卖有限公司 bbox=[1318, 1279, 1402, 1292]
th-density: 建筑密度 bbox=[389, 1785, 424, 1809]
th-start-price: 拍卖起始价(万元) bbox=[656, 1466, 712, 1503]
th-term: 出让年限(年) bbox=[486, 852, 532, 889]
cell-location: 鹿原镇集镇区2022-48号G13 bbox=[140, 888, 208, 924]
th-term: 出让年限(年) bbox=[486, 1466, 532, 1503]
th-plot-no: 地块编号 bbox=[73, 545, 141, 582]
body-text-2: 权委托书和代理人身份证。3.交纳竞买保证金的银行回单复印件(原件备查)或电子转账凭证复印件。(二)法人或其他组织(复印件加盖公章,原件备查):1.竞买人营业执照或法人代码证;2.法定代表人身份证;3.委托他人代为竞买时还应提供授权委托书和代理人身份证;4.交纳竞买保证金的银行回单复印 bbox=[292, 1538, 492, 1632]
table-row bbox=[73, 274, 712, 310]
th-perf-deposit: 履约保证金(万元) bbox=[571, 1773, 610, 1810]
th-planning: 规划指标要求 bbox=[336, 1773, 486, 1786]
body-text-5: 交易服务费支付至株洲市公共资源交易中心指定账户。八、其他需要公告的事项(一)必须按县自然资源局规划部门2022年12月6日出具的“炎规条件(2022)48号”规划条件及蓝线图实施。(二)按3万元缴纳竞买保证金,成交价款须在拍卖成交后10日内全部缴清,逾期未缴,按照违约相关规定处理。(三)土地竞得人须严格按照《炎陵县民自建房建设管理实施细则(试行)》规定实施建设,必须坚持先设计并审批后施工的原则,禁止无规划设计、无审批擅自施工行为。自建房竣工后,房屋所有人应当申请组织竣工验收,不组织竣工验收或竣工验收不合格的,不得投入使用,并不得办理不动产登记。(四)成交后4个月内由鹿原镇人民政府负责交地,水、电由鹿原镇人民政府负责到地块边界。 bbox=[958, 168, 1172, 371]
cell-location: 鹿原镇集镇区2022-48号G15 bbox=[140, 1502, 208, 1538]
notice-title bbox=[132, 788, 712, 820]
signature-org1: 炎陵县自然资源局 bbox=[1318, 651, 1402, 664]
th-area: 土地面积(㎡) bbox=[208, 1773, 253, 1810]
cell-location: 鹿原镇集镇区2022-48号G12 bbox=[141, 581, 211, 617]
th-use: 土地用途 bbox=[253, 1773, 337, 1810]
body-text-1: 注:土地使用权拍卖成交价只包括土地使用权出让金,不含出让所涉税费、交易服务费等费用。二、中华人民共和国境内外的法人、自然人和其他组织均可申请参加,申请人应当以单独申请,也可以联合申请。报名时应提供的资料:(一)自然人(复印件,原件备查):1.竞买人身份证;2.委托他人代为竞买时还应提供授 bbox=[72, 310, 272, 418]
th-height: 建筑限高 bbox=[419, 557, 449, 581]
th-start-price: 拍卖起始价(万元) bbox=[656, 852, 712, 889]
th-density: 建筑密度 bbox=[384, 557, 420, 581]
body-text-3: 件(原件备查)或电子转账凭证复印件,并携带公章。(三)联合竞买拍卖标的时,联合竞买人须向本公司提交《联合竞买申请书》,参与联合竞买的各方当事人均须向本公司提交上述资料。三、本次国有建设用地使用权拍卖出让采用增价拍卖方式,按照价高者得原则确定竞得人。四、本次拍卖出让的详细资料和具 bbox=[512, 1538, 712, 1646]
notice-main-column bbox=[72, 475, 712, 767]
